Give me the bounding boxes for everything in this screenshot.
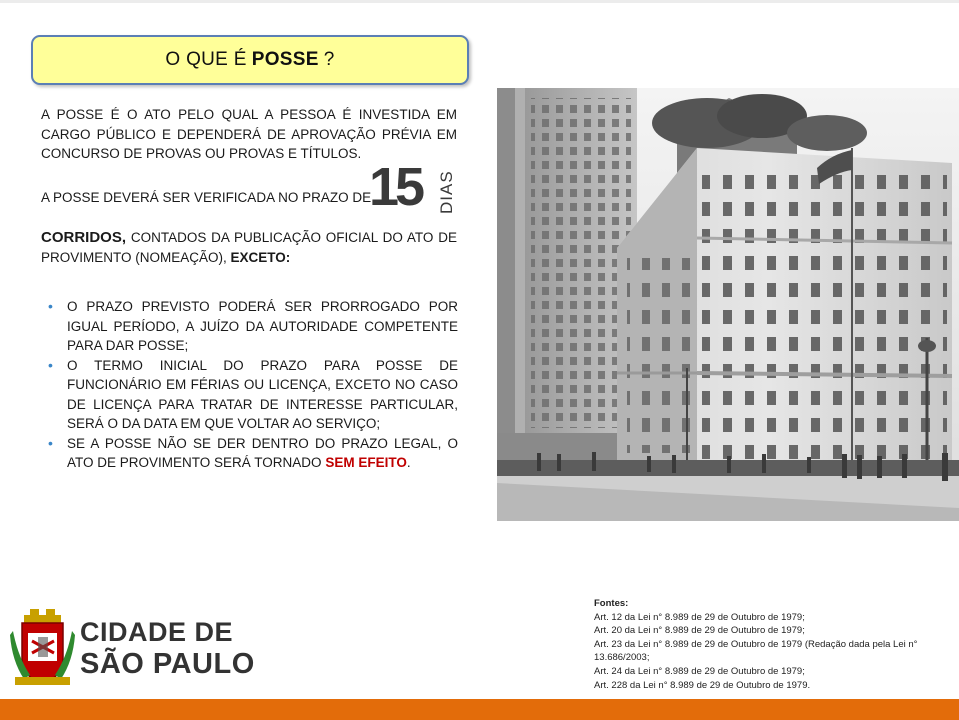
top-divider [0, 0, 959, 3]
counting-paragraph [41, 228, 457, 267]
bullet-icon: • [48, 298, 53, 314]
counting-lead: CORRIDOS, [41, 229, 127, 246]
list-item-text: O TERMO INICIAL DO PRAZO PARA POSSE DE FUNCIONÁRIO EM FÉRIAS OU LICENÇA, EXCETO NO CASO DE LICENÇA PARA TRATAR DE INTERESSE PARTICULAR, SERÁ O DA DATA EM QUE VOLTAR AO SERVIÇO; [67, 357, 458, 431]
deadline-unit: DIAS [437, 170, 456, 214]
definition-paragraph: A POSSE É O ATO PELO QUAL A PESSOA É INVESTIDA EM CARGO PÚBLICO E DEPENDERÁ DE APROVAÇÃO PRÉVIA EM CONCURSO DE PROVAS OU PROVAS E TÍTULOS. [41, 107, 457, 161]
source-item: Art. 20 da Lei n° 8.989 de 29 de Outubro de 1979; [594, 625, 805, 637]
exceptions-list [48, 297, 458, 473]
source-item: Art. 24 da Lei n° 8.989 de 29 de Outubro de 1979; [594, 665, 805, 677]
brand-line-2: SÃO PAULO [80, 648, 255, 680]
title-suffix: ? [323, 49, 335, 70]
title-prefix: O QUE É [165, 49, 247, 70]
deadline-paragraph: A POSSE DEVERÁ SER VERIFICADA NO PRAZO DE [41, 190, 372, 205]
list-item-end: . [406, 455, 411, 470]
sources-block [594, 597, 954, 692]
bullet-icon: • [48, 434, 53, 451]
list-item [48, 356, 458, 434]
city-brand-name [80, 616, 255, 680]
counting-text: CONTADOS DA PUBLICAÇÃO OFICIAL DO ATO DE PROVIMENTO (NOMEAÇÃO), [41, 230, 457, 265]
source-item: Art. 12 da Lei n° 8.989 de 29 de Outubro de 1979; [594, 611, 805, 623]
building-photo [497, 88, 959, 521]
list-item [48, 434, 458, 473]
deadline-number: 15 [369, 157, 422, 217]
list-item-text: O PRAZO PREVISTO PODERÁ SER PRORROGADO POR IGUAL PERÍODO, A JUÍZO DA AUTORIDADE COMPETENTE PARA DAR POSSE; [67, 299, 458, 353]
slide-title [31, 35, 469, 85]
city-coat-of-arms [10, 607, 75, 687]
title-keyword: POSSE [251, 49, 319, 70]
source-item: Art. 23 da Lei n° 8.989 de 29 de Outubro de 1979 (Redação dada pela Lei n° 13.686/2003; [594, 638, 918, 664]
list-item-emphasis: SEM EFEITO [325, 455, 407, 470]
counting-tail: EXCETO: [230, 249, 291, 265]
brand-line-1: CIDADE DE [80, 617, 234, 647]
footer-accent-bar [0, 699, 959, 720]
list-item-text: SE A POSSE NÃO SE DER DENTRO DO PRAZO LEGAL, O ATO DE PROVIMENTO SERÁ TORNADO [67, 435, 458, 470]
bullet-icon: • [48, 356, 53, 373]
sources-header: Fontes: [594, 598, 629, 609]
list-item [48, 297, 458, 356]
source-item: Art. 228 da Lei n° 8.989 de 29 de Outubro de 1979. [594, 679, 811, 691]
